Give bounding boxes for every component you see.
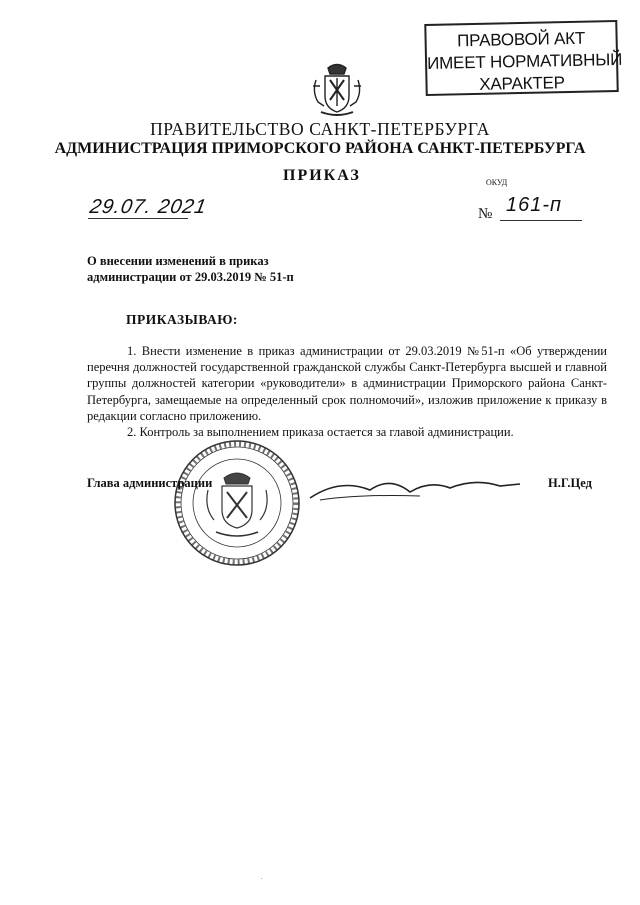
subject-line-1: О внесении изменений в приказ xyxy=(87,254,269,268)
number-underline xyxy=(500,220,582,221)
government-title: ПРАВИТЕЛЬСТВО САНКТ-ПЕТЕРБУРГА xyxy=(150,119,490,139)
stamp-line-2: ИМЕЕТ НОРМАТИВНЫЙ xyxy=(426,49,623,73)
okud-label: ОКУД xyxy=(486,178,508,187)
signatory-name: Н.Г.Цед xyxy=(548,476,592,490)
signatory-position: Глава администрации xyxy=(87,476,213,490)
date-underline xyxy=(88,218,188,219)
stamp-line-3: ХАРАКТЕР xyxy=(479,73,566,94)
order-date: 29.07. 2021 xyxy=(88,196,209,218)
order-item-1: 1. Внести изменение в приказ администрации от 29.03.2019 №51-п «Об утверждении перечня должностей государственной гражданской службы Санкт-Петербурга высшей и главной группы должностей категории «руководители» в администрации Приморского района Санкт-Петербурга, замещаемые на определенный срок полномочий», изложив приложение к приказу в редакции согласно приложению. xyxy=(87,344,607,423)
order-word: ПРИКАЗЫВАЮ: xyxy=(126,312,238,327)
official-seal-icon xyxy=(172,438,302,573)
scan-dot xyxy=(261,878,262,879)
order-body xyxy=(87,343,607,440)
order-number: 161-п xyxy=(506,194,563,216)
document-type: ПРИКАЗ xyxy=(283,167,361,184)
order-subject xyxy=(87,253,294,285)
subject-line-2: администрации от 29.03.2019 № 51-п xyxy=(87,270,294,284)
number-label: № xyxy=(478,206,493,222)
signature-scribble xyxy=(300,468,530,513)
stamp-line-1: ПРАВОВОЙ АКТ xyxy=(456,28,586,51)
administration-title: АДМИНИСТРАЦИЯ ПРИМОРСКОГО РАЙОНА САНКТ-ПЕТЕРБУРГА xyxy=(54,140,586,157)
spb-coat-of-arms-icon xyxy=(308,62,366,125)
legal-act-stamp xyxy=(424,20,623,96)
order-item-2: 2. Контроль за выполнением приказа остается за главой администрации. xyxy=(127,425,514,440)
